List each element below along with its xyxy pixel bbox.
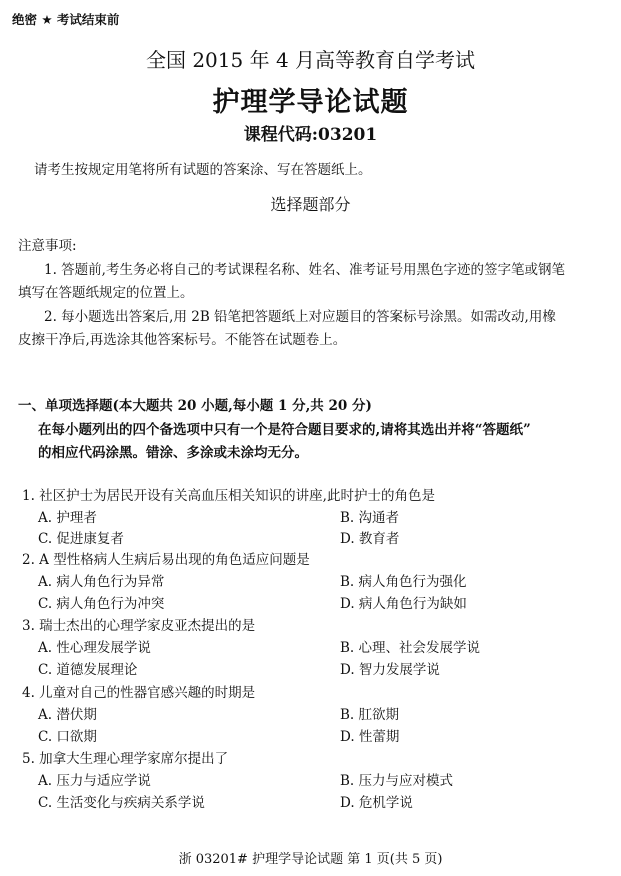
- page-footer: 浙 03201# 护理学导论试题 第 1 页(共 5 页): [178, 852, 443, 867]
- question-3-option-b: B. 心理、社会发展学说: [340, 640, 481, 656]
- question-4-option-c: C. 口欲期: [38, 729, 97, 745]
- course-code: 课程代码:03201: [243, 125, 378, 145]
- note-1-line-1: 1. 答题前,考生务必将自己的考试课程名称、姓名、准考证号用黑色字迹的签字笔或钢笔: [44, 262, 565, 278]
- question-4-option-a: A. 潜伏期: [38, 707, 97, 723]
- question-1-option-a: A. 护理者: [38, 510, 97, 526]
- question-1-option-c: C. 促进康复者: [38, 531, 124, 547]
- note-2-line-1: 2. 每小题选出答案后,用 2B 铅笔把答题纸上对应题目的答案标号涂黑。如需改动,用橡: [44, 309, 556, 325]
- question-4: 4. 儿童对自己的性器官感兴趣的时期是: [22, 685, 256, 701]
- question-5-option-b: B. 压力与应对模式: [340, 773, 454, 789]
- question-2-option-a: A. 病人角色行为异常: [38, 574, 165, 590]
- question-3-option-a: A. 性心理发展学说: [38, 640, 151, 656]
- question-5-option-c: C. 生活变化与疾病关系学说: [38, 795, 205, 811]
- question-2-option-d: D. 病人角色行为缺如: [340, 596, 467, 612]
- general-instruction: 请考生按规定用笔将所有试题的答案涂、写在答题纸上。: [34, 162, 372, 178]
- subject-title: 护理学导论试题: [212, 87, 409, 118]
- secret-mark: 绝密 ★ 考试结束前: [12, 12, 120, 27]
- notes-title: 注意事项:: [18, 238, 77, 254]
- question-3: 3. 瑞士杰出的心理学家皮亚杰提出的是: [22, 618, 256, 634]
- exam-title: 全国 2015 年 4 月高等教育自学考试: [145, 48, 476, 72]
- question-5: 5. 加拿大生理心理学家席尔提出了: [22, 751, 229, 767]
- question-3-option-d: D. 智力发展学说: [340, 662, 440, 678]
- note-1-line-2: 填写在答题纸规定的位置上。: [18, 285, 194, 301]
- question-1-option-d: D. 教育者: [340, 531, 400, 547]
- question-5-option-a: A. 压力与适应学说: [38, 773, 151, 789]
- question-5-option-d: D. 危机学说: [340, 795, 413, 811]
- question-2-option-b: B. 病人角色行为强化: [340, 574, 467, 590]
- question-2: 2. A 型性格病人生病后易出现的角色适应问题是: [22, 552, 310, 568]
- note-2-line-2: 皮擦干净后,再选涂其他答案标号。不能答在试题卷上。: [18, 332, 347, 348]
- section-heading: 选择题部分: [270, 195, 351, 214]
- question-1: 1. 社区护士为居民开设有关高血压相关知识的讲座,此时护士的角色是: [22, 488, 435, 504]
- question-3-option-c: C. 道德发展理论: [38, 662, 138, 678]
- part-instruction-line-2: 的相应代码涂黑。错涂、多涂或未涂均无分。: [38, 445, 308, 461]
- part-instruction-line-1: 在每小题列出的四个备选项中只有一个是符合题目要求的,请将其选出并将“答题纸”: [38, 422, 531, 438]
- question-4-option-d: D. 性蕾期: [340, 729, 400, 745]
- question-2-option-c: C. 病人角色行为冲突: [38, 596, 165, 612]
- question-1-option-b: B. 沟通者: [340, 510, 400, 526]
- question-4-option-b: B. 肛欲期: [340, 707, 400, 723]
- part-heading: 一、单项选择题(本大题共 20 小题,每小题 1 分,共 20 分): [18, 398, 372, 414]
